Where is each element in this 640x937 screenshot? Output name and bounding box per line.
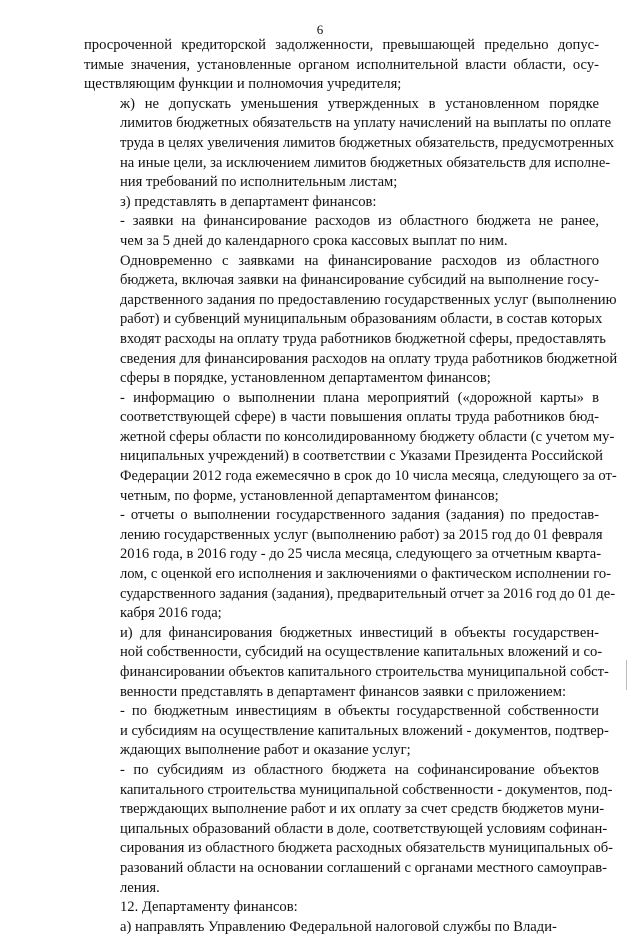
text-line: работ) и субвенций муниципальным образованиям области, в состав которых [120,311,603,328]
text-line: разований области на основании соглашений с органами местного самоуправ- [120,859,607,876]
text-line: з) представлять в департамент финансов: [120,193,377,210]
text-line: входят расходы на оплату труда работников бюджетной сферы, предоставлять [120,330,606,347]
text-line: и субсидиям на осуществление капитальных вложений - документов, подтвер- [120,722,609,739]
text-line: жетной сферы области по консолидированному бюджету области (с учетом му- [120,428,615,445]
text-line: ществляющим функции и полномочия учредителя; [84,76,402,93]
text-line: труда в целях увеличения лимитов бюджетных обязательств, предусмотренных [120,134,615,151]
text-line: и) для финансирования бюджетных инвестиций в объекты государствен- [120,624,599,641]
text-line: - по бюджетным инвестициям в объекты государственной собственности [120,703,599,720]
text-line: лом, с оценкой его исполнения и заключениями о фактическом исполнении го- [120,566,612,583]
text-line: тимые значения, установленные органом исполнительной власти области, осу- [84,56,599,73]
text-line: тверждающих выполнение работ и их оплату за счет средств бюджетов муни- [120,801,605,818]
paragraph [84,36,599,95]
document-body [84,36,618,937]
text-line: венности представлять в департамент финансов заявки с приложением: [120,683,567,700]
text-line: четным, по форме, установленной департаментом финансов; [120,487,499,504]
text-line: ж) не допускать уменьшения утвержденных в установленном порядке [120,95,599,112]
text-line: 2016 года, в 2016 году - до 25 числа месяца, следующего за отчетным кварта- [120,546,602,563]
paragraph [84,389,617,507]
text-line: лению государственных услуг (выполнению работ) за 2015 год до 01 февраля [120,526,603,543]
scan-edge-mark [626,660,627,690]
text-line: сведения для финансирования расходов на оплату труда работников бюджетной [120,350,618,367]
text-line: на иные цели, за исключением лимитов бюджетных обязательств для исполне- [120,154,611,171]
text-line: сирования из областного бюджета расходных обязательств муниципальных об- [120,840,614,857]
page-number: 6 [316,22,324,37]
text-line: ждающих выполнение работ и оказание услуг; [120,742,411,759]
text-line: - информацию о выполнении плана мероприятий («дорожной карты» в [120,389,599,406]
text-line: - отчеты о выполнении государственного задания (задания) по предостав- [120,507,599,524]
text-line: Одновременно с заявками на финансирование расходов из областного [120,252,599,269]
text-line: просроченной кредиторской задолженности, превышающей предельно допус- [84,37,599,53]
paragraph [84,212,599,251]
text-line: лимитов бюджетных обязательств на уплату начислений на выплаты по оплате [120,115,612,132]
paragraph [84,506,616,624]
text-line: ниципальных учреждений) в соответствии с Указами Президента Российской [120,448,603,465]
text-line: ципальных образований области в доле, соответствующей условиям софинан- [120,820,608,837]
paragraph [84,918,599,937]
text-line: чем за 5 дней до календарного срока кассовых выплат по ним. [120,232,508,249]
text-line: Федерации 2012 года ежемесячно в срок до 10 числа месяца, следующего за от- [120,468,617,485]
paragraph [84,95,615,193]
paragraph [84,624,609,702]
text-line: кабря 2016 года; [120,605,222,622]
text-line: - заявки на финансирование расходов из областного бюджета не ранее, [120,213,599,230]
text-line: соответствующей сфере) в части повышения оплаты труда работников бюд- [120,409,599,426]
text-line: а) направлять Управлению Федеральной налоговой службы по Влади- [120,918,557,935]
paragraph [84,761,614,898]
text-line: капитального строительства муниципальной собственности - документов, под- [120,781,613,798]
text-line: ной собственности, субсидий на осуществление капитальных вложений и со- [120,644,603,661]
text-line: сударственного задания (задания), предварительный отчет за 2016 год до 01 де- [120,585,616,602]
text-line: дарственного задания по предоставлению государственных услуг (выполнению [120,291,617,308]
paragraph [84,252,618,389]
text-line: бюджета, включая заявки на финансирование субсидий на выполнение госу- [120,272,599,289]
text-line: финансировании объектов капитального строительства муниципальной собст- [120,664,609,680]
text-line: - по субсидиям из областного бюджета на софинансирование объектов [120,761,599,778]
text-line: ния требований по исполнительным листам; [120,174,398,191]
paragraph [84,898,599,918]
paragraph [84,193,599,213]
text-line: ления. [120,879,160,896]
text-line: сферы в порядке, установленном департаментом финансов; [120,370,491,387]
paragraph [84,702,609,761]
text-line: 12. Департаменту финансов: [120,899,298,916]
